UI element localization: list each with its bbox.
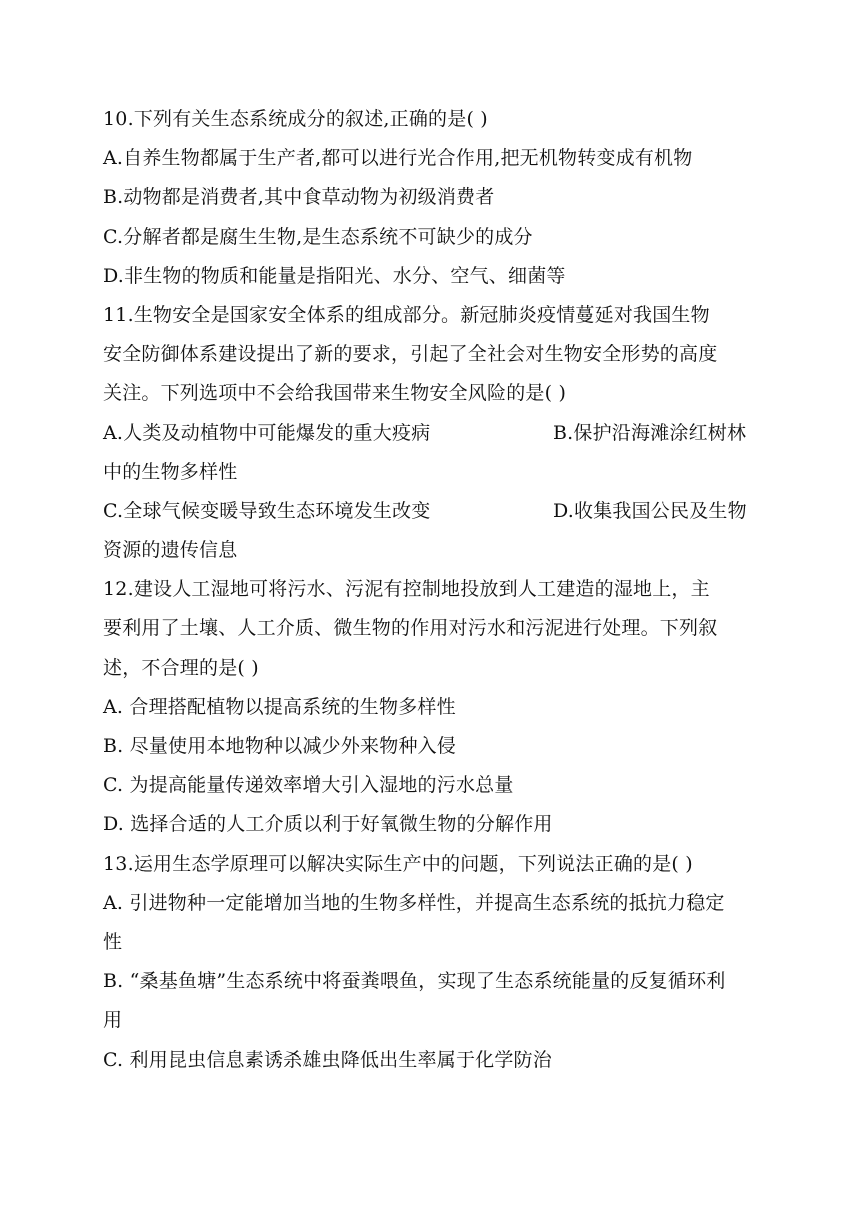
question-stem: 要利用了土壤、人工介质、微生物的作用对污水和污泥进行处理。下列叙 <box>103 617 718 640</box>
option-row-cd <box>103 492 763 531</box>
option-d: D.收集我国公民及生物 <box>553 499 747 522</box>
option-d: D.非生物的物质和能量是指阳光、水分、空气、细菌等 <box>103 264 566 287</box>
question-stem: 11.生物安全是国家安全体系的组成部分。新冠肺炎疫情蔓延对我国生物 <box>103 303 710 326</box>
option-d-continuation: 资源的遗传信息 <box>103 539 238 562</box>
option-row-ab <box>103 414 763 453</box>
option-c: C. 为提高能量传递效率增大引入湿地的污水总量 <box>103 774 514 797</box>
question-13 <box>103 845 763 1080</box>
option-c: C. 利用昆虫信息素诱杀雄虫降低出生率属于化学防治 <box>103 1048 552 1071</box>
option-b: B.保护沿海滩涂红树林 <box>553 421 747 444</box>
option-d: D. 选择合适的人工介质以利于好氧微生物的分解作用 <box>103 813 553 836</box>
option-c: C.分解者都是腐生生物,是生态系统不可缺少的成分 <box>103 225 533 248</box>
question-stem: 关注。下列选项中不会给我国带来生物安全风险的是( ) <box>103 382 567 405</box>
option-a: A. 引进物种一定能增加当地的生物多样性，并提高生态系统的抵抗力稳定 <box>103 891 725 914</box>
option-b: B. “桑基鱼塘”生态系统中将蚕粪喂鱼，实现了生态系统能量的反复循环利 <box>103 970 726 993</box>
option-b-continuation: 中的生物多样性 <box>103 460 238 483</box>
question-stem: 10.下列有关生态系统成分的叙述,正确的是( ) <box>103 108 488 130</box>
question-stem: 述，不合理的是( ) <box>103 656 259 679</box>
option-a: A. 合理搭配植物以提高系统的生物多样性 <box>103 695 456 718</box>
question-11 <box>103 296 763 570</box>
question-12 <box>103 570 763 844</box>
option-a-continuation: 性 <box>103 930 123 953</box>
option-b: B. 尽量使用本地物种以减少外来物种入侵 <box>103 735 457 757</box>
exam-page <box>103 100 763 1080</box>
option-c: C.全球气候变暖导致生态环境发生改变 <box>103 499 431 522</box>
question-stem: 13.运用生态学原理可以解决实际生产中的问题，下列说法正确的是( ) <box>103 852 693 875</box>
question-10 <box>103 100 763 296</box>
question-stem: 12.建设人工湿地可将污水、污泥有控制地投放到人工建造的湿地上，主 <box>103 578 710 601</box>
question-stem: 安全防御体系建设提出了新的要求，引起了全社会对生物安全形势的高度 <box>103 343 718 366</box>
option-a: A.人类及动植物中可能爆发的重大疫病 <box>103 421 431 444</box>
option-a: A.自养生物都属于生产者,都可以进行光合作用,把无机物转变成有机物 <box>103 147 693 170</box>
option-b-continuation: 用 <box>103 1009 123 1032</box>
option-b: B.动物都是消费者,其中食草动物为初级消费者 <box>103 186 495 209</box>
